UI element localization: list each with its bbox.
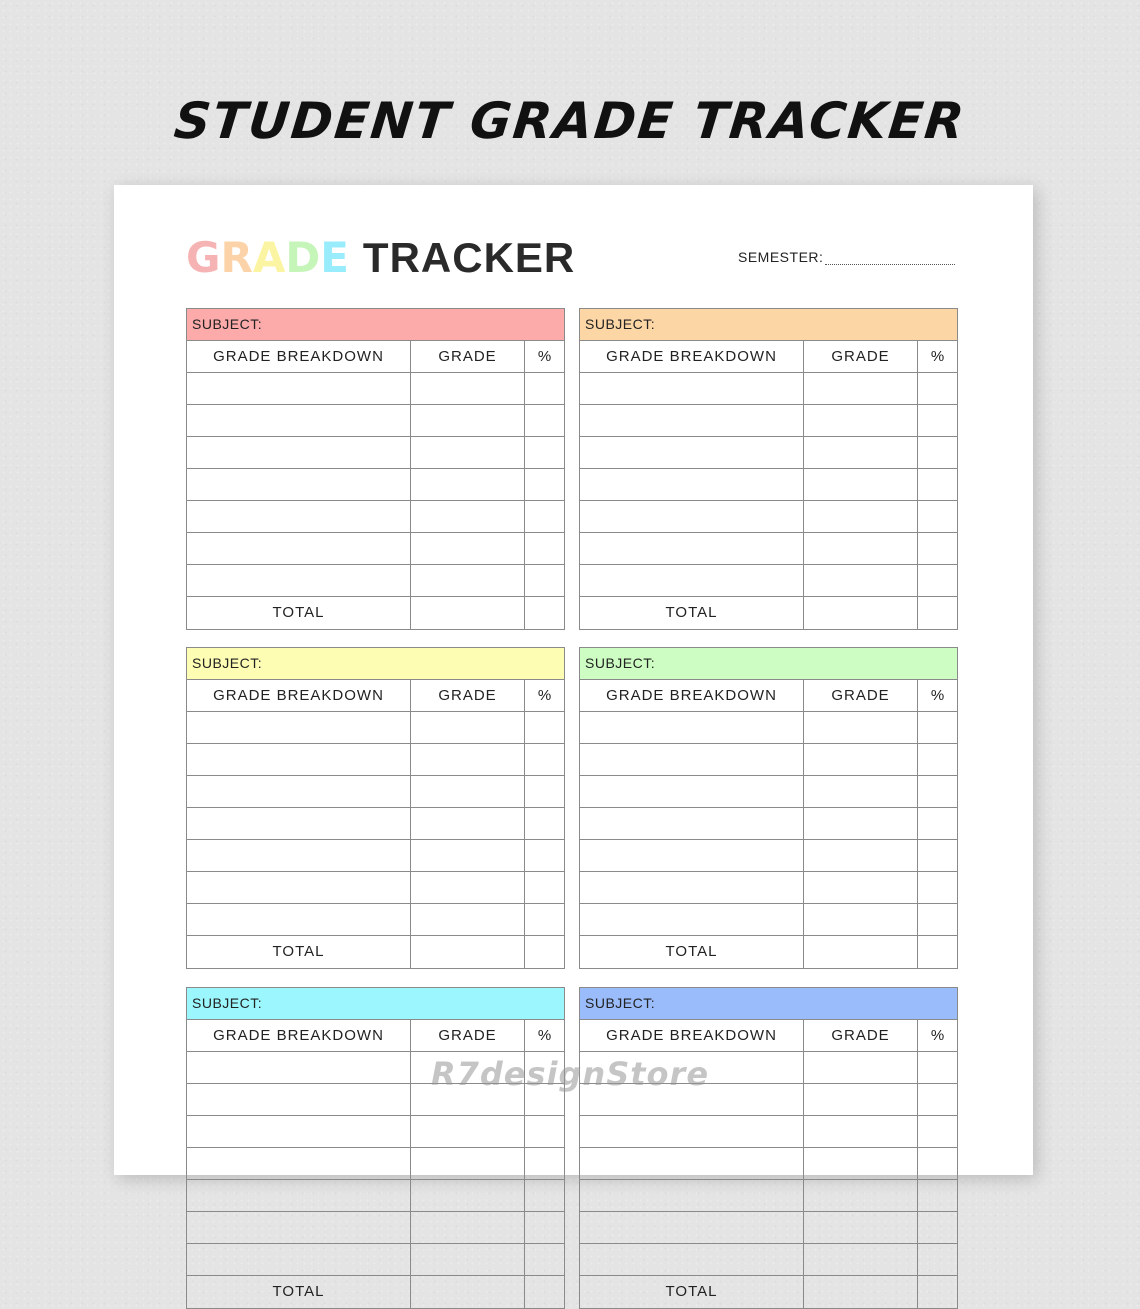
headline: STUDENT GRADE TRACKER xyxy=(171,92,969,150)
grade-cell[interactable] xyxy=(411,437,525,468)
grade-cell[interactable] xyxy=(804,373,918,404)
total-label: TOTAL xyxy=(187,597,411,629)
breakdown-cell[interactable] xyxy=(187,1116,411,1147)
column-header-row xyxy=(187,341,564,373)
percent-cell[interactable] xyxy=(918,1148,957,1179)
grade-cell[interactable] xyxy=(804,1116,918,1147)
breakdown-cell[interactable] xyxy=(580,373,804,404)
percent-header: % xyxy=(930,687,945,704)
percent-header: % xyxy=(930,348,945,365)
subject-card xyxy=(186,308,565,630)
subject-header[interactable] xyxy=(187,648,564,680)
grade-cell[interactable] xyxy=(411,1180,525,1211)
semester-field xyxy=(738,246,955,265)
grade-header: GRADE xyxy=(411,341,525,372)
total-label: TOTAL xyxy=(187,936,411,968)
table-row xyxy=(580,373,957,405)
percent-cell[interactable] xyxy=(918,744,957,775)
breakdown-cell[interactable] xyxy=(580,1180,804,1211)
percent-cell[interactable] xyxy=(525,1148,564,1179)
subject-card xyxy=(186,987,565,1309)
subject-header[interactable] xyxy=(187,988,564,1020)
table-row xyxy=(580,744,957,776)
table-row xyxy=(580,1212,957,1244)
percent-cell[interactable] xyxy=(918,712,957,743)
semester-blank-line[interactable] xyxy=(825,246,955,265)
breakdown-cell[interactable] xyxy=(187,1244,411,1275)
grade-cell[interactable] xyxy=(411,712,525,743)
breakdown-cell[interactable] xyxy=(580,437,804,468)
grade-cell[interactable] xyxy=(804,1244,918,1275)
subject-header[interactable] xyxy=(580,988,957,1020)
percent-cell[interactable] xyxy=(918,533,957,564)
subject-card xyxy=(579,308,958,630)
breakdown-cell[interactable] xyxy=(580,533,804,564)
percent-cell[interactable] xyxy=(525,712,564,743)
grade-cell[interactable] xyxy=(411,501,525,532)
table-row xyxy=(580,1148,957,1180)
percent-cell[interactable] xyxy=(525,904,564,935)
breakdown-cell[interactable] xyxy=(187,712,411,743)
percent-cell[interactable] xyxy=(525,1180,564,1211)
table-row xyxy=(580,1244,957,1276)
breakdown-cell[interactable] xyxy=(580,565,804,596)
grade-breakdown-header: GRADE BREAKDOWN xyxy=(187,1020,411,1051)
grade-cell[interactable] xyxy=(411,1148,525,1179)
percent-cell[interactable] xyxy=(525,533,564,564)
breakdown-cell[interactable] xyxy=(187,501,411,532)
percent-cell[interactable] xyxy=(918,373,957,404)
table-row xyxy=(580,533,957,565)
table-row xyxy=(580,840,957,872)
percent-cell[interactable] xyxy=(918,904,957,935)
grade-cell[interactable] xyxy=(804,712,918,743)
breakdown-cell[interactable] xyxy=(187,840,411,871)
breakdown-cell[interactable] xyxy=(580,1148,804,1179)
total-row xyxy=(187,1276,564,1308)
table-row xyxy=(187,1180,564,1212)
subject-label: SUBJECT: xyxy=(585,995,656,1011)
breakdown-cell[interactable] xyxy=(580,1116,804,1147)
total-grade-cell[interactable] xyxy=(804,1276,918,1308)
grade-cell[interactable] xyxy=(804,501,918,532)
grade-cell[interactable] xyxy=(804,405,918,436)
breakdown-cell[interactable] xyxy=(580,405,804,436)
total-row xyxy=(580,597,957,629)
breakdown-cell[interactable] xyxy=(187,533,411,564)
total-percent-cell[interactable] xyxy=(918,936,957,968)
table-row xyxy=(187,501,564,533)
table-row xyxy=(187,904,564,936)
table-row xyxy=(580,1180,957,1212)
percent-cell[interactable] xyxy=(525,1212,564,1243)
total-grade-cell[interactable] xyxy=(804,597,918,629)
total-row xyxy=(580,1276,957,1308)
table-row xyxy=(580,565,957,597)
percent-cell[interactable] xyxy=(918,872,957,903)
column-header-row xyxy=(580,1020,957,1052)
grade-cell[interactable] xyxy=(804,533,918,564)
grade-cell[interactable] xyxy=(411,1244,525,1275)
table-row xyxy=(187,840,564,872)
table-row xyxy=(580,872,957,904)
breakdown-cell[interactable] xyxy=(187,437,411,468)
grade-cell[interactable] xyxy=(804,872,918,903)
percent-cell[interactable] xyxy=(918,1212,957,1243)
percent-cell[interactable] xyxy=(525,808,564,839)
breakdown-cell[interactable] xyxy=(580,904,804,935)
percent-cell[interactable] xyxy=(525,1116,564,1147)
table-row xyxy=(580,405,957,437)
grade-cell[interactable] xyxy=(804,776,918,807)
percent-cell[interactable] xyxy=(525,1244,564,1275)
table-row xyxy=(187,744,564,776)
total-percent-cell[interactable] xyxy=(525,597,564,629)
total-label: TOTAL xyxy=(580,1276,804,1308)
total-grade-cell[interactable] xyxy=(804,936,918,968)
table-row xyxy=(187,405,564,437)
table-row xyxy=(580,808,957,840)
table-row xyxy=(187,533,564,565)
grade-cell[interactable] xyxy=(411,744,525,775)
document-title xyxy=(186,232,575,284)
subject-card xyxy=(186,647,565,969)
title-rest: TRACKER xyxy=(362,234,576,281)
grade-cell[interactable] xyxy=(804,1180,918,1211)
subject-header[interactable] xyxy=(580,648,957,680)
breakdown-cell[interactable] xyxy=(580,840,804,871)
percent-cell[interactable] xyxy=(525,840,564,871)
percent-header: % xyxy=(537,1027,552,1044)
semester-label: SEMESTER: xyxy=(738,249,824,265)
table-row xyxy=(187,1212,564,1244)
total-row xyxy=(187,597,564,629)
subject-label: SUBJECT: xyxy=(585,655,656,671)
grade-cell[interactable] xyxy=(411,469,525,500)
column-header-row xyxy=(187,680,564,712)
total-label: TOTAL xyxy=(580,597,804,629)
table-row xyxy=(187,776,564,808)
total-row xyxy=(580,936,957,968)
table-row xyxy=(580,501,957,533)
table-row xyxy=(187,1116,564,1148)
breakdown-cell[interactable] xyxy=(580,469,804,500)
table-row xyxy=(580,437,957,469)
grade-breakdown-header: GRADE BREAKDOWN xyxy=(187,680,411,711)
grade-cell[interactable] xyxy=(804,469,918,500)
table-row xyxy=(187,565,564,597)
percent-cell[interactable] xyxy=(918,437,957,468)
table-row xyxy=(580,1116,957,1148)
grade-cell[interactable] xyxy=(411,808,525,839)
title-letter: G xyxy=(186,233,221,282)
breakdown-cell[interactable] xyxy=(187,744,411,775)
percent-cell[interactable] xyxy=(918,565,957,596)
subject-header[interactable] xyxy=(580,309,957,341)
percent-cell[interactable] xyxy=(525,437,564,468)
breakdown-cell[interactable] xyxy=(580,1244,804,1275)
table-row xyxy=(580,469,957,501)
breakdown-cell[interactable] xyxy=(580,808,804,839)
breakdown-cell[interactable] xyxy=(187,776,411,807)
grade-cell[interactable] xyxy=(411,776,525,807)
table-row xyxy=(187,1148,564,1180)
percent-cell[interactable] xyxy=(918,469,957,500)
breakdown-cell[interactable] xyxy=(187,373,411,404)
percent-cell[interactable] xyxy=(525,373,564,404)
table-row xyxy=(187,437,564,469)
grade-cell[interactable] xyxy=(411,405,525,436)
grade-breakdown-header: GRADE BREAKDOWN xyxy=(187,341,411,372)
percent-cell[interactable] xyxy=(525,469,564,500)
grade-cell[interactable] xyxy=(804,840,918,871)
total-row xyxy=(187,936,564,968)
percent-header: % xyxy=(930,1027,945,1044)
grade-breakdown-header: GRADE BREAKDOWN xyxy=(580,680,804,711)
total-percent-cell[interactable] xyxy=(525,1276,564,1308)
total-grade-cell[interactable] xyxy=(411,936,525,968)
percent-cell[interactable] xyxy=(525,405,564,436)
breakdown-cell[interactable] xyxy=(580,776,804,807)
grade-cell[interactable] xyxy=(804,808,918,839)
total-label: TOTAL xyxy=(580,936,804,968)
grade-cell[interactable] xyxy=(411,1116,525,1147)
title-letter: E xyxy=(320,233,349,282)
total-grade-cell[interactable] xyxy=(411,1276,525,1308)
table-row xyxy=(187,712,564,744)
breakdown-cell[interactable] xyxy=(580,872,804,903)
breakdown-cell[interactable] xyxy=(580,501,804,532)
table-row xyxy=(187,872,564,904)
breakdown-cell[interactable] xyxy=(580,712,804,743)
percent-cell[interactable] xyxy=(525,501,564,532)
percent-cell[interactable] xyxy=(918,501,957,532)
percent-cell[interactable] xyxy=(918,776,957,807)
grade-cell[interactable] xyxy=(411,904,525,935)
grade-cell[interactable] xyxy=(411,840,525,871)
title-letter: A xyxy=(252,233,286,282)
grade-breakdown-header: GRADE BREAKDOWN xyxy=(580,1020,804,1051)
breakdown-cell[interactable] xyxy=(187,904,411,935)
percent-header: % xyxy=(537,687,552,704)
percent-cell[interactable] xyxy=(918,1116,957,1147)
subject-label: SUBJECT: xyxy=(192,995,263,1011)
breakdown-cell[interactable] xyxy=(187,1148,411,1179)
breakdown-cell[interactable] xyxy=(187,1180,411,1211)
grade-cell[interactable] xyxy=(804,904,918,935)
table-row xyxy=(580,776,957,808)
grade-cell[interactable] xyxy=(804,437,918,468)
percent-cell[interactable] xyxy=(525,744,564,775)
grade-breakdown-header: GRADE BREAKDOWN xyxy=(580,341,804,372)
grade-header: GRADE xyxy=(804,1020,918,1051)
breakdown-cell[interactable] xyxy=(187,469,411,500)
percent-cell[interactable] xyxy=(525,776,564,807)
percent-cell[interactable] xyxy=(525,872,564,903)
total-percent-cell[interactable] xyxy=(918,597,957,629)
breakdown-cell[interactable] xyxy=(187,405,411,436)
subject-header[interactable] xyxy=(187,309,564,341)
breakdown-cell[interactable] xyxy=(187,872,411,903)
grade-cell[interactable] xyxy=(804,565,918,596)
percent-cell[interactable] xyxy=(918,808,957,839)
total-grade-cell[interactable] xyxy=(411,597,525,629)
table-row xyxy=(580,712,957,744)
grade-cell[interactable] xyxy=(804,1212,918,1243)
grade-cell[interactable] xyxy=(411,1212,525,1243)
grade-header: GRADE xyxy=(411,1020,525,1051)
column-header-row xyxy=(187,1020,564,1052)
total-label: TOTAL xyxy=(187,1276,411,1308)
table-row xyxy=(187,373,564,405)
breakdown-cell[interactable] xyxy=(187,808,411,839)
watermark: R7designStore xyxy=(430,1055,710,1093)
grade-cell[interactable] xyxy=(411,872,525,903)
subject-label: SUBJECT: xyxy=(585,316,656,332)
breakdown-cell[interactable] xyxy=(187,1212,411,1243)
grade-header: GRADE xyxy=(804,680,918,711)
percent-header: % xyxy=(537,348,552,365)
grade-cell[interactable] xyxy=(411,565,525,596)
table-row xyxy=(187,1244,564,1276)
breakdown-cell[interactable] xyxy=(580,1212,804,1243)
title-letter: R xyxy=(220,233,253,282)
grade-cell[interactable] xyxy=(411,533,525,564)
column-header-row xyxy=(580,341,957,373)
table-row xyxy=(187,469,564,501)
percent-cell[interactable] xyxy=(918,1180,957,1211)
subject-card xyxy=(579,647,958,969)
grade-cell[interactable] xyxy=(411,373,525,404)
percent-cell[interactable] xyxy=(918,1244,957,1275)
grade-cell[interactable] xyxy=(804,1148,918,1179)
breakdown-cell[interactable] xyxy=(580,744,804,775)
subject-label: SUBJECT: xyxy=(192,655,263,671)
subject-label: SUBJECT: xyxy=(192,316,263,332)
grade-cell[interactable] xyxy=(804,744,918,775)
title-letter: D xyxy=(285,233,321,282)
table-row xyxy=(580,904,957,936)
table-row xyxy=(187,808,564,840)
subject-card xyxy=(579,987,958,1309)
grade-header: GRADE xyxy=(804,341,918,372)
total-percent-cell[interactable] xyxy=(918,1276,957,1308)
percent-cell[interactable] xyxy=(918,840,957,871)
percent-cell[interactable] xyxy=(918,405,957,436)
percent-cell[interactable] xyxy=(525,565,564,596)
breakdown-cell[interactable] xyxy=(187,565,411,596)
total-percent-cell[interactable] xyxy=(525,936,564,968)
column-header-row xyxy=(580,680,957,712)
grade-header: GRADE xyxy=(411,680,525,711)
